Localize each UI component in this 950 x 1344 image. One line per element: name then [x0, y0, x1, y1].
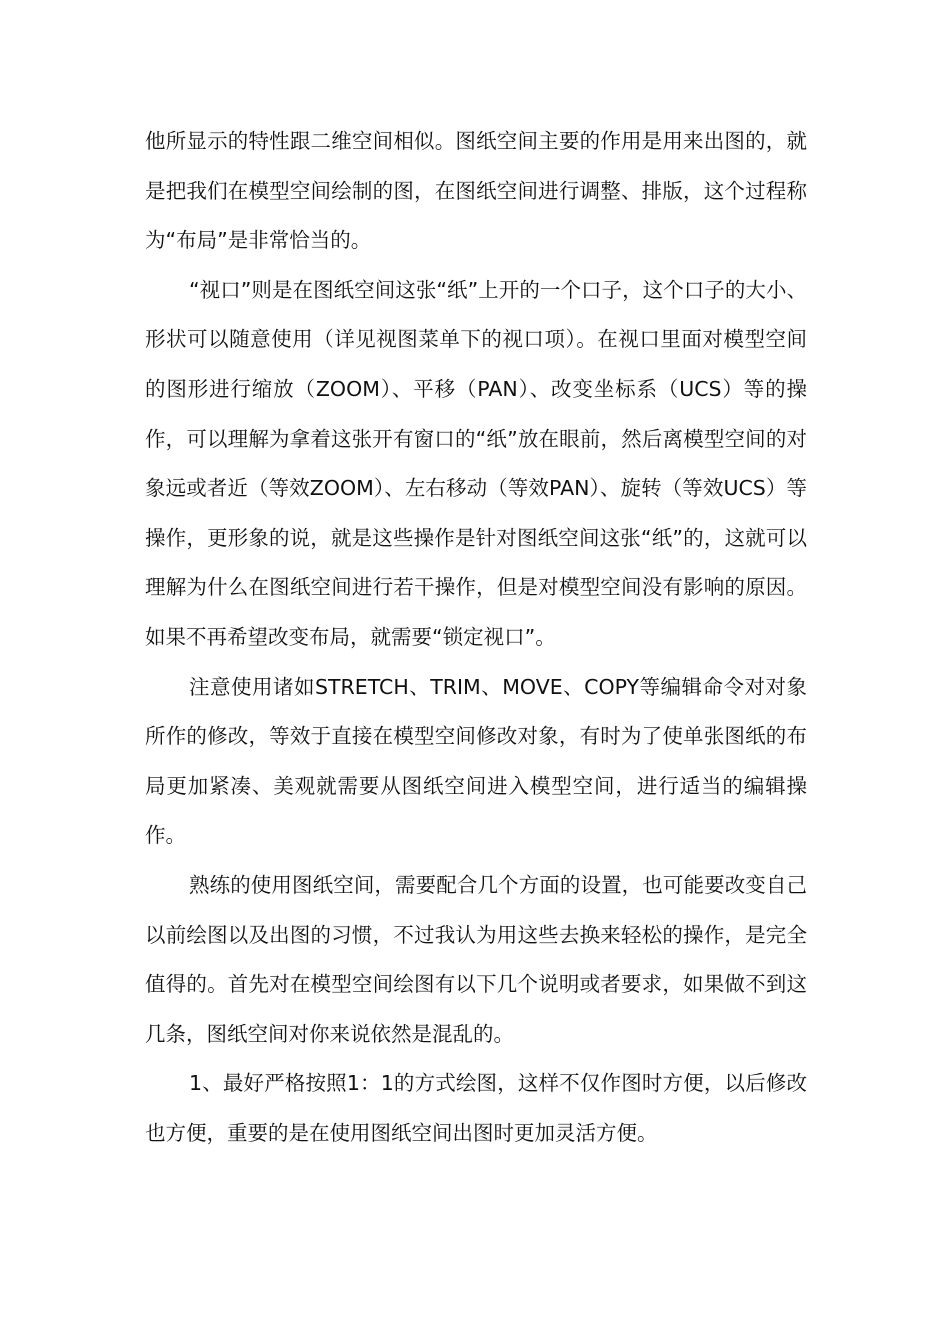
paragraph-edit-commands: 注意使用诸如STRETCH、TRIM、MOVE、COPY等编辑命令对对象所作的修改，等效于直接在模型空间修改对象，有时为了使单张图纸的布局更加紧凑、美观就需要从图纸空间进入模型空间，进行适当的编辑操作。 — [145, 674, 807, 848]
paragraph-viewport: “视口”则是在图纸空间这张“纸”上开的一个口子，这个口子的大小、形状可以随意使用（详见视图菜单下的视口项）。在视口里面对模型空间的图形进行缩放（ZOOM）、平移（PAN）、改变坐标系（UCS）等的操作，可以理解为拿着这张开有窗口的“纸”放在眼前，然后离模型空间的对象远或者近（等效ZOOM）、左右移动（等效PAN）、旋转（等效UCS）等操作，更形象的说，就是这些操作是针对图纸空间这张“纸”的，这就可以理解为什么在图纸空间进行若干操作，但是对模型空间没有影响的原因。如果不再希望改变布局，就需要“锁定视口”。 — [145, 277, 807, 649]
paragraph-paper-space-usage: 熟练的使用图纸空间，需要配合几个方面的设置，也可能要改变自己以前绘图以及出图的习惯，不过我认为用这些去换来轻松的操作，是完全值得的。首先对在模型空间绘图有以下几个说明或者要求，如果做不到这几条，图纸空间对你来说依然是混乱的。 — [145, 872, 807, 1046]
paragraph-list-item-1: 1、最好严格按照1：1的方式绘图，这样不仅作图时方便，以后修改也方便，重要的是在使用图纸空间出图时更加灵活方便。 — [145, 1071, 807, 1145]
document-body — [145, 117, 807, 1158]
paragraph-continuation: 他所显示的特性跟二维空间相似。图纸空间主要的作用是用来出图的，就是把我们在模型空间绘制的图，在图纸空间进行调整、排版，这个过程称为“布局”是非常恰当的。 — [145, 129, 807, 253]
